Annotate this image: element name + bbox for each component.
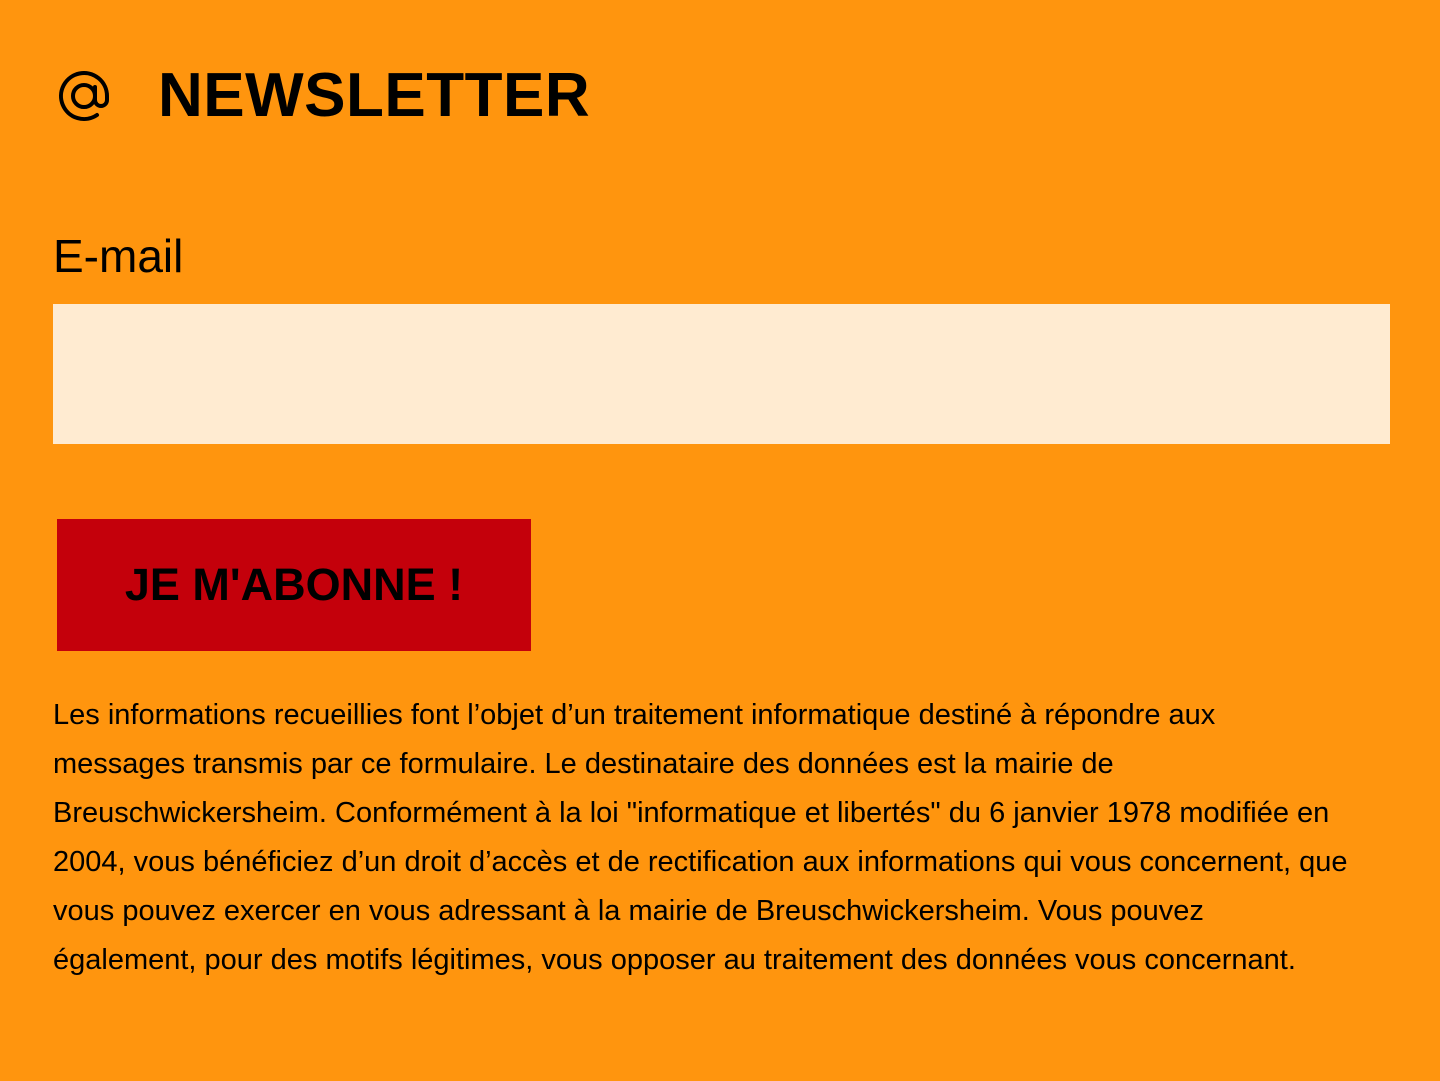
privacy-disclaimer: Les informations recueillies font l’objet d’un traitement informatique destiné à répondre aux messages transmis par ce formulaire. Le destinataire des données est la mairie de Breuschwickersheim. Conformément à la loi "informatique et libertés" du 6 janvier 1978 modifiée en 2004, vous bénéficiez d’un droit d’accès et de rectification aux informations qui vous concernent, que vous pouvez exercer en vous adressant à la mairie de Breuschwickersheim. Vous pouvez également, pour des motifs légitimes, vous opposer au traitement des données vous concernant.: [53, 699, 1348, 976]
page-title: NEWSLETTER: [158, 61, 591, 130]
newsletter-header: [48, 58, 590, 134]
email-field[interactable]: [53, 304, 1390, 444]
at-sign-icon: [48, 60, 120, 132]
subscribe-button[interactable]: [57, 519, 531, 651]
subscribe-button-label: JE M'ABONNE !: [124, 559, 464, 610]
email-label: E-mail: [53, 230, 184, 282]
